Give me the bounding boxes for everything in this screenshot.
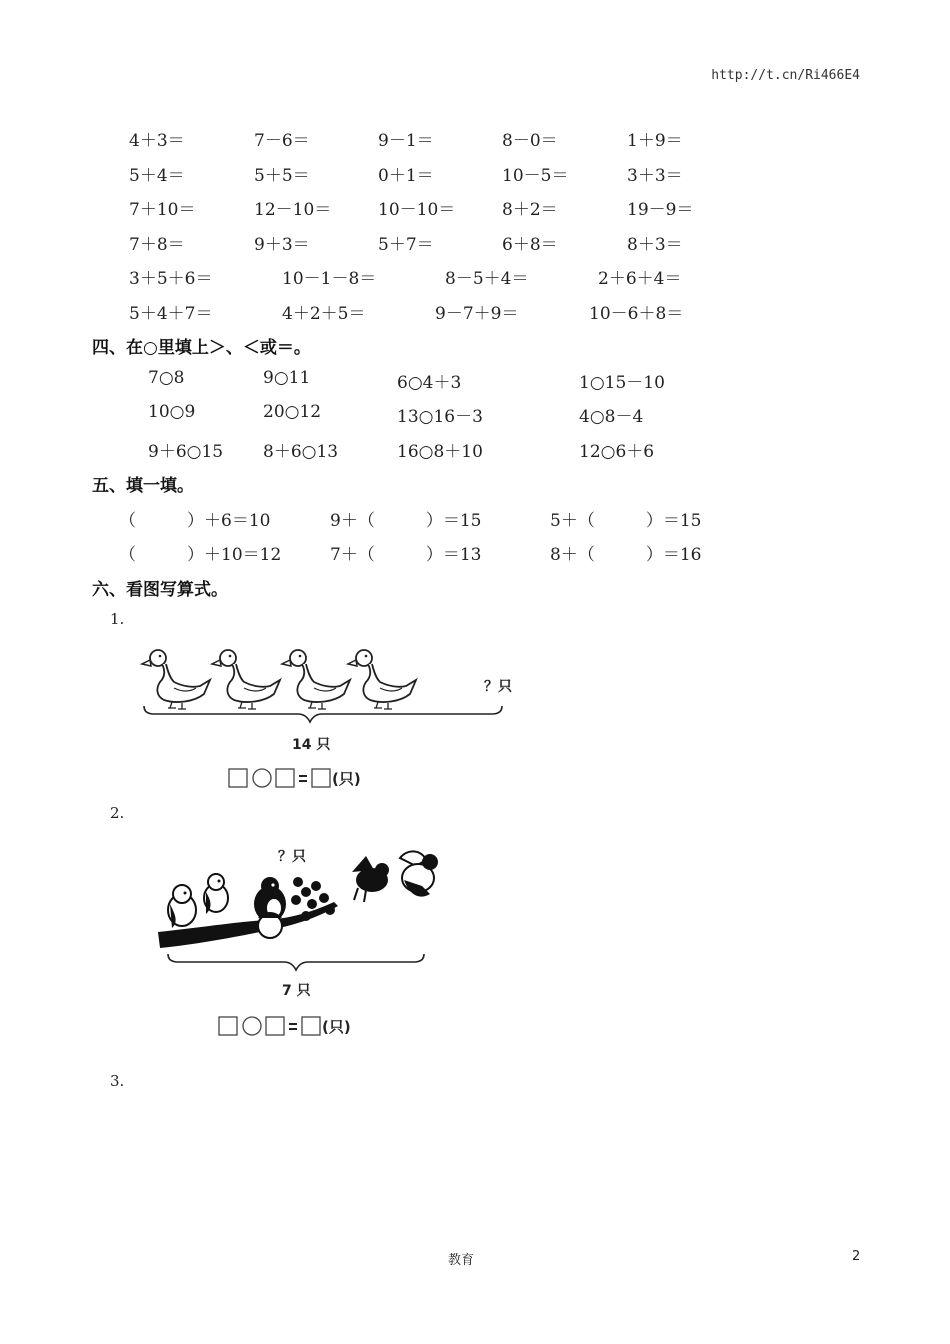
problem-2-number: 2. [110, 804, 125, 822]
arith-cell: 3＋3＝ [627, 166, 683, 186]
compare-cell: 9＋6○15 [148, 442, 224, 462]
fill-cell: （ ）＋6＝10 [119, 511, 271, 531]
bird-icon [168, 885, 196, 928]
formula-boxes [228, 766, 348, 790]
section-6-heading: 六、看图写算式。 [92, 580, 228, 600]
compare-cell: 8＋6○13 [263, 442, 339, 462]
problem-2-total: 7 只 [282, 983, 311, 999]
equals-sign [289, 1023, 297, 1025]
problem-1-unknown: ？只 [484, 679, 512, 695]
arith-cell: 9＋3＝ [254, 235, 310, 255]
arith-cell: 8＋2＝ [502, 200, 558, 220]
answer-box[interactable] [276, 769, 294, 787]
answer-box[interactable] [229, 769, 247, 787]
compare-cell: 12○6＋6 [579, 442, 655, 462]
fill-cell: 8＋（ ）＝16 [550, 545, 702, 565]
fill-cell: （ ）＋10＝12 [119, 545, 282, 565]
equals-sign [289, 1028, 297, 1030]
arith-cell: 12－10＝ [254, 200, 332, 220]
arith-cell: 0＋1＝ [378, 166, 434, 186]
bird-icon [258, 912, 282, 938]
duck-icon [348, 650, 416, 709]
arith-cell: 3＋5＋6＝ [129, 269, 213, 289]
operator-circle[interactable] [243, 1017, 261, 1035]
operator-circle[interactable] [253, 769, 271, 787]
answer-box[interactable] [219, 1017, 237, 1035]
arith-cell: 2＋6＋4＝ [598, 269, 682, 289]
formula-unit: (只) [322, 1018, 351, 1036]
fill-cell: 7＋（ ）＝13 [330, 545, 482, 565]
brace-icon [168, 954, 424, 970]
compare-cell: 20○12 [263, 402, 322, 422]
compare-cell: 10○9 [148, 402, 196, 422]
arith-cell: 5＋7＝ [378, 235, 434, 255]
section-4-heading: 四、在○里填上＞、＜或＝。 [92, 338, 311, 358]
arith-cell: 5＋4＋7＝ [129, 304, 213, 324]
problem-1-formula [228, 766, 361, 794]
compare-cell: 9○11 [263, 368, 311, 388]
arith-cell: 7－6＝ [254, 131, 310, 151]
arith-cell: 4＋2＋5＝ [282, 304, 366, 324]
arith-cell: 10－5＝ [502, 166, 569, 186]
fill-cell: 9＋（ ）＝15 [330, 511, 482, 531]
problem-2-formula [218, 1014, 351, 1042]
compare-cell: 13○16－3 [397, 407, 483, 427]
birds-illustration [156, 840, 456, 1040]
duck-icon [282, 650, 350, 709]
arith-cell: 8－0＝ [502, 131, 558, 151]
arith-cell: 8＋3＝ [627, 235, 683, 255]
arith-cell: 19－9＝ [627, 200, 694, 220]
bird-icon [204, 874, 228, 914]
arith-cell: 4＋3＝ [129, 131, 185, 151]
arith-cell: 10－10＝ [378, 200, 456, 220]
problem-1-figure [138, 636, 528, 796]
equals-sign [299, 775, 307, 777]
fill-cell: 5＋（ ）＝15 [550, 511, 702, 531]
duck-icon [212, 650, 280, 709]
problem-1-number: 1. [110, 610, 125, 628]
compare-cell: 1○15－10 [579, 373, 665, 393]
problem-1-total: 14 只 [292, 737, 331, 753]
arith-cell: 6＋8＝ [502, 235, 558, 255]
header-url: http://t.cn/Ri466E4 [711, 68, 860, 83]
arith-cell: 9－7＋9＝ [435, 304, 519, 324]
arith-cell: 10－6＋8＝ [589, 304, 684, 324]
compare-cell: 7○8 [148, 368, 185, 388]
equals-sign [299, 780, 307, 782]
duck-icon [142, 650, 210, 709]
problem-2-unknown: ？只 [278, 849, 306, 865]
answer-box[interactable] [266, 1017, 284, 1035]
formula-unit: (只) [332, 770, 361, 788]
arith-cell: 9－1＝ [378, 131, 434, 151]
section-5-heading: 五、填一填。 [92, 476, 194, 496]
arith-cell: 5＋5＝ [254, 166, 310, 186]
problem-2-figure [156, 840, 456, 1040]
arith-cell: 1＋9＝ [627, 131, 683, 151]
answer-box[interactable] [302, 1017, 320, 1035]
footer-center: 教育 [448, 1253, 475, 1268]
answer-box[interactable] [312, 769, 330, 787]
flying-bird-icon [352, 856, 389, 902]
arith-cell: 5＋4＝ [129, 166, 185, 186]
arith-cell: 7＋8＝ [129, 235, 185, 255]
problem-3-number: 3. [110, 1072, 125, 1090]
arith-cell: 7＋10＝ [129, 200, 196, 220]
page-number: 2 [852, 1249, 861, 1264]
compare-cell: 16○8＋10 [397, 442, 483, 462]
formula-boxes [218, 1014, 338, 1038]
arith-cell: 8－5＋4＝ [445, 269, 529, 289]
arith-cell: 10－1－8＝ [282, 269, 377, 289]
flying-bird-icon [400, 851, 438, 896]
compare-cell: 4○8－4 [579, 407, 644, 427]
compare-cell: 6○4＋3 [397, 373, 462, 393]
